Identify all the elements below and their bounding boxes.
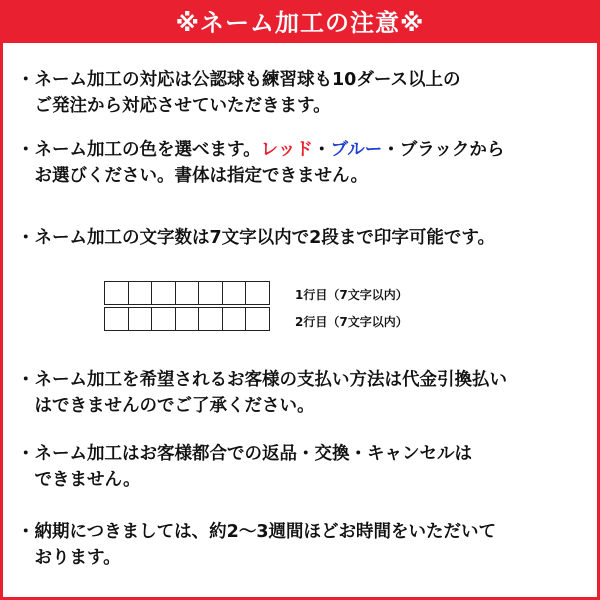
notice-title: ※ネーム加工の注意※: [3, 3, 597, 43]
character-box: [128, 307, 153, 331]
note-line: できません。: [17, 470, 141, 490]
character-box: [104, 307, 129, 331]
character-box: [175, 307, 200, 331]
note-line: ・ネーム加工の対応は公認球も練習球も10ダース以上の: [17, 70, 461, 90]
note-line: お選びください。書体は指定できません。: [17, 166, 369, 186]
character-box: [198, 307, 223, 331]
character-box: [151, 281, 176, 305]
character-box: [222, 281, 247, 305]
note-line: ・ネーム加工はお客様都合での返品・交換・キャンセルは: [17, 444, 472, 464]
character-box: [128, 281, 153, 305]
grid-row-1-label: 1行目（7文字以内）: [295, 288, 408, 302]
character-box: [245, 307, 270, 331]
note-line: ・ネーム加工を希望されるお客様の支払い方法は代金引換払い: [17, 370, 507, 390]
note-line: はできませんのでご了承ください。: [17, 396, 315, 416]
note-line: [17, 137, 504, 163]
color-red-label: レッド: [260, 140, 313, 160]
note-text: ・ネーム加工の色を選べます。: [17, 140, 261, 160]
note-colors: [17, 137, 504, 189]
grid-row-2-label: 2行目（7文字以内）: [295, 315, 408, 329]
note-line: ・ネーム加工の文字数は7文字以内で2段まで印字可能です。: [17, 228, 495, 248]
name-grid-row-2: [104, 307, 269, 331]
note-returns: [17, 441, 472, 493]
note-payment: [17, 367, 507, 419]
character-box: [222, 307, 247, 331]
note-line: ご発注から対応させていただきます。: [17, 96, 331, 116]
note-delivery: [17, 519, 496, 571]
note-character-limit: [17, 225, 495, 251]
character-box: [151, 307, 176, 331]
color-blue-label: ブルー: [330, 140, 383, 160]
note-line: ・納期につきましては、約2～3週間ほどお時間をいただいて: [17, 522, 497, 542]
character-box: [198, 281, 223, 305]
separator: ・: [312, 140, 331, 160]
note-text: ・ブラックから: [382, 140, 505, 160]
note-line: おります。: [17, 548, 121, 568]
name-grid-row-1: [104, 281, 269, 305]
note-minimum-order: [17, 67, 460, 119]
character-box: [175, 281, 200, 305]
character-box: [104, 281, 129, 305]
character-box: [245, 281, 270, 305]
